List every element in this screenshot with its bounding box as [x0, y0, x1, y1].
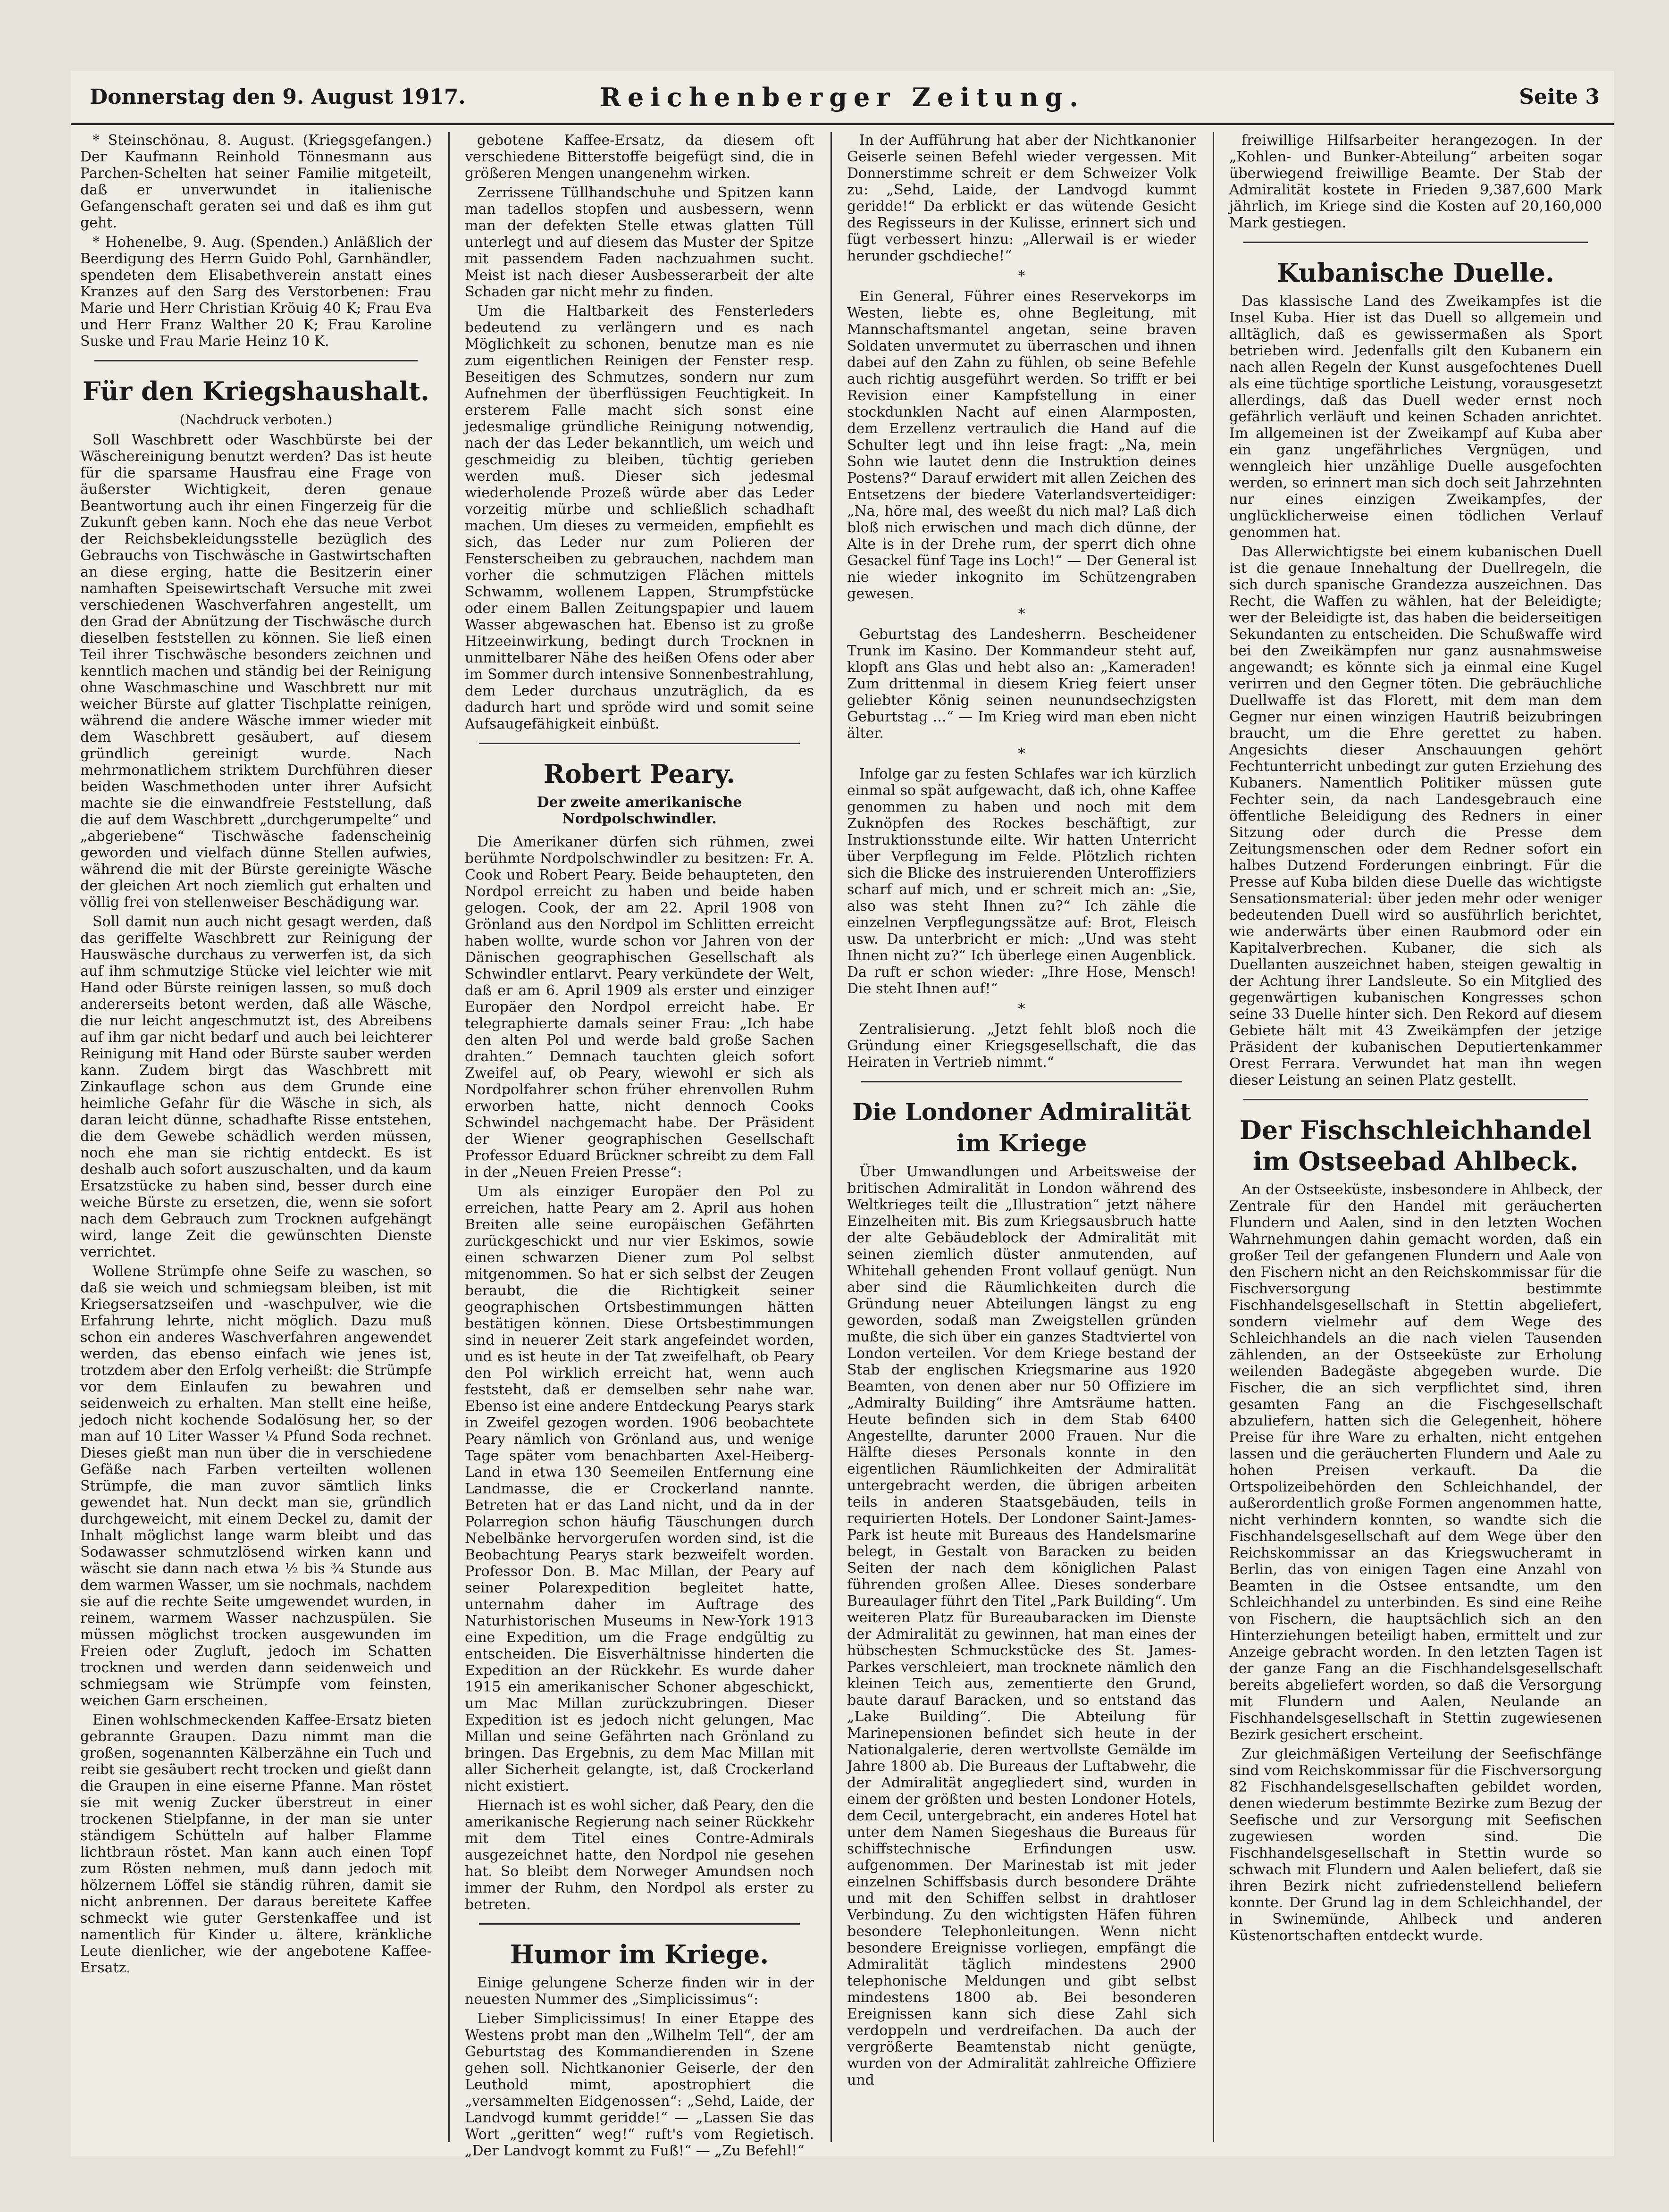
- paragraph: Infolge gar zu festen Schlafes war ich kürzlich einmal so spät aufgewacht, daß ich, ohne Kaffee genommen zu haben und noch mit dem Zuknöpfen des Rockes beschäftigt, zur Instruktionsstunde eilte. Wir hatten Unterricht über Verpflegung im Felde. Plötzlich richten sich die Blicke des instruierenden Unteroffiziers scharf auf mich, und er schreit mich an: „Sie, also was steht Ihnen zu?“ Ich zähle die einzelnen Verpflegungssätze auf: Brot, Fleisch usw. Da unterbricht er mich: „Und was steht Ihnen nicht zu?“ Ich überlege einen Augenblick. Da ruft er schon wieder: „Ihre Hose, Mensch! Die steht Ihnen auf!“: [847, 766, 1196, 997]
- page-number: Seite 3: [1519, 85, 1600, 109]
- column-3: [847, 132, 1196, 2142]
- paragraph: Soll damit nun auch nicht gesagt werden, daß das geriffelte Waschbrett zur Reinigung der Hauswäsche durchaus zu verwerfen ist, da sich auf ihm schmutzige Stücke viel leichter wie mit Hand oder Bürste reinigen lassen, so muß doch andererseits betont werden, daß alle Wäsche, die nur leicht angeschmutzt ist, des Abreibens auf ihm gar nicht bedarf und auch bei leichterer Reinigung mit Hand oder Bürste sauber werden kann. Zudem birgt das Waschbrett mit Zinkauflage schon aus dem Grunde eine heimliche Gefahr für die Wäsche in sich, als daran leicht dünne, schadhafte Risse entstehen, die dem Gewebe schädlich werden müssen, noch ehe man sie richtig entdeckt. Es ist deshalb auch sofort auszuschalten, und da kaum Ersatzstücke zu haben sind, besser durch eine weiche Bürste zu ersetzen, die, wenn sie sofort nach dem Gebrauch zum Trocknen aufgehängt wird, lange Zeit die gewünschten Dienste verrichtet.: [80, 913, 432, 1260]
- paragraph: In der Aufführung hat aber der Nichtkanonier Geiserle seinen Befehl wieder vergessen. Mit Donnerstimme schreit er dem Schweizer Volk zu: „Sehd, Laide, der Landvogd kummt geridde!“ Da erblickt er das wütende Gesicht des Regisseurs in der Kulisse, erinnert sich und fügt verbessert hinzu: „Allerwail is er wieder herunder gschdieche!“: [847, 132, 1196, 264]
- paragraph: Das Allerwichtigste bei einem kubanischen Duell ist die genaue Innehaltung der Duellregeln, die sich durch spanische Grandezza auszeichnen. Das Recht, die Waffen zu wählen, hat der Beleidigte; wer der Beleidigte ist, das haben die beiderseitigen Sekundanten zu entscheiden. Die Schußwaffe wird bei den Zweikämpfen nur ganz ausnahmsweise angewandt; es könnte sich ja einmal eine Kugel verirren und den Gegner töten. Die gebräuchliche Duellwaffe ist das Florett, mit dem man dem Gegner nur einen winzigen Hautriß beizubringen braucht, um die Ehre gerettet zu haben. Angesichts dieser Anschauungen gehört Fechtunterricht unbedingt zur guten Erziehung des Kubaners. Namentlich Politiker müssen gute Fechter sein, da nach Landesgebrauch eine öffentliche Beleidigung des Redners in einer Sitzung oder durch die Presse dem Zeitungsmenschen oder dem Redner sofort ein halbes Dutzend Forderungen einbringt. Für die Presse auf Kuba bilden diese Duelle das wichtigste Sensationsmaterial: über jeden mehr oder weniger bedeutenden Duell wird so ausführlich berichtet, wie anderwärts über einen Raubmord oder ein Kapitalverbrechen. Kubaner, die sich als Duellanten auszeichnet haben, steigen gewaltig in der Achtung ihrer Landsleute. So ein Mitglied des gegenwärtigen kubanischen Kongresses schon seine 33 Duelle hinter sich. Den Rekord auf diesem Gebiete hält mit 43 Zweikämpfen der jetzige Präsident der kubanischen Deputiertenkammer Orest Ferrara. Verwundet hat man ihn wegen dieser Leistung an seinen Platz gestellt.: [1229, 544, 1602, 1089]
- local-notice: * Hohenelbe, 9. Aug. (Spenden.) Anläßlich der Beerdigung des Herrn Guido Pohl, Garnhändler, spendeten dem Elisabethverein anstatt eines Kranzes auf den Sarg des Verstorbenen: Frau Marie und Herr Christian Kröuig 40 K; Frau Eva und Herr Franz Walther 20 K; Frau Karoline Suske und Frau Marie Heinz 10 K.: [80, 234, 432, 350]
- paragraph: Geburtstag des Landesherrn. Bescheidener Trunk im Kasino. Der Kommandeur steht auf, klopft ans Glas und hebt also an: „Kameraden! Zum drittenmal in diesem Krieg feiert unser geliebter König seinen neunundsechzigsten Geburtstag ...“ — Im Krieg wird man eben nicht älter.: [847, 626, 1196, 742]
- paragraph: Zentralisierung. „Jetzt fehlt bloß noch die Gründung einer Kriegsgesellschaft, die das Heiraten in Vertrieb nimmt.“: [847, 1021, 1196, 1071]
- article-heading: Für den Kriegshaushalt.: [83, 376, 429, 406]
- divider: [1243, 242, 1588, 243]
- column-2: [465, 132, 814, 2159]
- paragraph: Über Umwandlungen und Arbeitsweise der britischen Admiralität in London während des Weltkrieges teilt die „Illustration“ jetzt nähere Einzelheiten mit. Bis zum Kriegsausbruch hatte der alte Gebäudeblock der Admiralität mit seinen ziemlich düster anmutenden, auf Whitehall gehenden Front vollauf genügt. Nun aber sind die Räumlichkeiten durch die Gründung neuer Abteilungen längst zu eng geworden, sodaß man Zweigstellen gründen mußte, die sich über ein ganzes Stadtviertel von London verteilen. Vor dem Kriege bestand der Stab der englischen Kriegsmarine aus 1920 Beamten, von denen aber nur 50 Offiziere im „Admiralty Building“ ihre Amtsräume hatten. Heute befinden sich in dem Stab 6400 Angestellte, darunter 2000 Frauen. Nur die Hälfte dieses Personals konnte in den eigentlichen Räumlichkeiten der Admiralität untergebracht werden, die übrigen arbeiten teils in anderen Staatsgebäuden, teils in requirierten Hotels. Der Londoner Saint-James-Park ist heute mit Bureaus des Handelsmarine belegt, in Gestalt von Baracken zu beiden Seiten der nach dem königlichen Palast führenden großen Allee. Dieses sonderbare Bureaulager führt den Titel „Park Building“. Um weiteren Platz für Bureaubaracken im Dienste der Admiralität zu gewinnen, hat man eines der hübschesten Schmuckstücke des St. James-Parkes verschleiert, man trocknete nämlich den kleinen Teich aus, zementierte den Grund, baute darauf Baracken, und so entstand das „Lake Building“. Die Abteilung für Marinepensionen befindet sich heute in der Nationalgalerie, deren wertvollste Gemälde im Jahre 1800 ab. Die Bureaus der Luftabwehr, die der Admiralität angegliedert sind, wurden in einem der größten und besten Londoner Hotels, dem Cecil, untergebracht, ein anderes Hotel hat unter dem Namen Siegeshaus die Bureaus für schiffstechnische Erfindungen usw. aufgenommen. Der Marinestab ist mit jeder einzelnen Schiffsbasis durch besondere Drähte und mit den Schiffen selbst in drahtloser Verbindung. Zu den wichtigsten Häfen führen besondere Telephonleitungen. Wenn nicht besondere Ereignisse vorliegen, empfängt die Admiralität täglich mindestens 2900 telephonische Meldungen und gibt selbst mindestens 1800 ab. Bei besonderen Ereignissen kann sich diese Zahl sich verdoppeln und verdreifachen. Da auch der vergrößerte Beamtenstab nicht genügte, wurden von der Admiralität zahlreiche Offiziere und: [847, 1164, 1196, 2088]
- column-rule: [448, 132, 450, 2142]
- paragraph: Einige gelungene Scherze finden wir in der neuesten Nummer des „Simplicissimus“:: [465, 1975, 814, 2008]
- article-heading: Robert Peary.: [543, 759, 736, 789]
- separator-asterisk: *: [1018, 606, 1025, 622]
- column-4: [1229, 132, 1602, 2142]
- paragraph: Um die Haltbarkeit des Fensterleders bedeutend zu verlängern und es nach Möglichkeit zu schonen, benutze man es nie zum eigentlichen Reinigen der Fenster resp. Beseitigen des Schmutzes, sondern nur zum Aufnehmen der überflüssigen Feuchtigkeit. In ersterem Falle macht sich sonst eine jedesmalige gründliche Reinigung notwendig, nach der das Leder bekanntlich, um weich und geschmeidig zu bleiben, tüchtig gerieben werden muß. Dieser sich jedesmal wiederholende Prozeß würde aber das Leder vorzeitig mürbe und schließlich schadhaft machen. Um dieses zu vermeiden, empfiehlt es sich, das Leder nur zum Polieren der Fensterscheiben zu gebrauchen, nachdem man vorher die schmutzigen Flächen mittels Schwamm, wollenem Lappen, Strumpfstücke oder einem Ballen Zeitungspapier und lauem Wasser abgewaschen hat. Ebenso ist zu große Hitzeeinwirkung, bedingt durch Trocknen in unmittelbarer Nähe des heißen Ofens oder aber im Sommer durch intensive Sonnenbestrahlung, dem Leder durchaus unzuträglich, da es dadurch hart und spröde wird und somit seine Aufsaugefähigkeit einbüßt.: [465, 303, 814, 732]
- divider: [861, 1081, 1182, 1082]
- article-subheading: Der zweite amerikanische Nordpolschwindler.: [537, 794, 742, 827]
- article-heading: Die Londoner Admiralität im Kriege: [852, 1098, 1191, 1157]
- masthead: [71, 71, 1614, 125]
- divider: [1243, 1099, 1588, 1100]
- paragraph: Hiernach ist es wohl sicher, daß Peary, den die amerikanische Regierung nach seiner Rückkehr mit dem Titel eines Contre-Admirals ausgezeichnet hatte, den Nordpol nie gesehen hat. So bleibt dem Norweger Amundsen noch immer der Ruhm, den Nordpol als erster zu betreten.: [465, 1797, 814, 1913]
- paragraph: Zur gleichmäßigen Verteilung der Seefischfänge sind vom Reichskommissar für die Fischversorgung 82 Fischhandelsgesellschaften gebildet worden, denen wiederum bestimmte Bezirke zum Bezug der Seefische und zur Versorgung mit Seefischen zugewiesen worden sind. Die Fischhandelsgesellschaft in Stettin wurde so schwach mit Flundern und Aalen beliefert, daß sie ihren Bezirk nicht zufriedenstellend beliefern konnte. Der Grund lag in dem Schleichhandel, der in Swinemünde, Ahlbeck und anderen Küstenortschaften entdeckt wurde.: [1229, 1746, 1602, 1944]
- paragraph: gebotene Kaffee-Ersatz, da diesem oft verschiedene Bitterstoffe beigefügt sind, die in größeren Mengen unangenehm wirken.: [465, 132, 814, 182]
- separator-asterisk: *: [1018, 268, 1025, 285]
- paragraph: Wollene Strümpfe ohne Seife zu waschen, so daß sie weich und schmiegsam bleiben, ist mit Kriegsersatzseifen und -waschpulver, wie die Erfahrung lehrte, nicht möglich. Dazu muß schon ein anderes Waschverfahren angewendet werden, das ebenso einfach wie jenes ist, trotzdem aber den Erfolg verheißt: die Strümpfe vor dem Einlaufen zu bewahren und seidenweich zu erhalten. Man stellt eine heiße, jedoch nicht kochende Sodalösung her, so der man auf 10 Liter Wasser ¼ Pfund Soda rechnet. Dieses gießt man nun über die in verschiedene Gefäße nach Farben verteilten wollenen Strümpfe, die man zuvor sämtlich links gewendet hat. Nun deckt man sie, gründlich durchgeweicht, mit einem Deckel zu, damit der Inhalt möglichst lange warm bleibt und das Sodawasser schmutzlösend wirken kann und wäscht sie dann nach etwa ½ bis ¾ Stunde aus dem warmen Wasser, um sie nochmals, nachdem sie auf die rechte Seite umgewendet wurden, in reinem, warmem Wasser nachzuspülen. Sie müssen möglichst trocken ausgewunden im Freien oder Zugluft, jedoch im Schatten trocknen und werden dann seidenweich und schmiegsam wie Strümpfe vom feinsten, weichen Garn erscheinen.: [80, 1263, 432, 1709]
- paragraph: Um als einziger Europäer den Pol zu erreichen, hatte Peary am 2. April aus hohen Breiten alle seine europäischen Gefährten zurückgeschickt und nur vier Eskimos, sowie einen schwarzen Diener zum Pol selbst mitgenommen. So hat er sich selbst der Zeugen beraubt, die die Richtigkeit seiner geographischen Ortsbestimmungen hätten bestätigen können. Diese Ortsbestimmungen sind in neuerer Zeit stark angefeindet worden, und es ist heute in der Tat zweifelhaft, ob Peary den Pol wirklich erreicht hat, wenn auch feststeht, daß er demselben sehr nahe war. Ebenso ist eine andere Entdeckung Pearys stark in Zweifel gezogen worden. 1906 beobachtete Peary nämlich von Grönland aus, und wenige Tage später vom benachbarten Axel-Heiberg-Land in etwa 130 Seemeilen Entfernung eine Landmasse, die er Crockerland nannte. Betreten hat er das Land nicht, und da in der Polarregion schon häufig Täuschungen durch Nebelbänke hervorgerufen worden sind, ist die Beobachtung Pearys stark bezweifelt worden. Professor Don. B. Mac Millan, der Peary auf seiner Polarexpedition begleitet hatte, unternahm daher im Auftrage des Naturhistorischen Museums in New-York 1913 eine Expedition, um die Frage endgültig zu entscheiden. Die Eisverhältnisse hinderten die Expedition an der Rückkehr. Es wurde daher 1915 ein amerikanischer Schoner abgeschickt, um Mac Millan zurückzubringen. Dieser Expedition ist es jedoch nicht gelungen, Mac Millan und seine Gefährten nach Grönland zu bringen. Das Ergebnis, zu dem Mac Millan mit aller Sicherheit gelangte, ist, daß Crockerland nicht existiert.: [465, 1183, 814, 1794]
- paragraph: Zerrissene Tüllhandschuhe und Spitzen kann man tadellos stopfen und ausbessern, wenn man der defekten Stelle etwas glatten Tüll unterlegt und auf diesem das Muster der Spitze mit passendem Faden nachzuahmen sucht. Meist ist nach dieser Ausbesserarbeit der alte Schaden gar nicht mehr zu finden.: [465, 184, 814, 300]
- reprint-note: (Nachdruck verboten.): [180, 412, 332, 427]
- divider: [479, 1923, 800, 1925]
- separator-asterisk: *: [1018, 746, 1025, 762]
- paragraph: Das klassische Land des Zweikampfes ist die Insel Kuba. Hier ist das Duell so allgemein und alltäglich, daß es gewissermaßen als Sport betrieben wird. Jedenfalls gilt den Kubanern ein nach allen Regeln der Kunst ausgefochtenes Duell als eine tüchtige sportliche Leistung, vorausgesetzt allerdings, daß das Duell weder ernst noch gefährlich verläuft und keinen Schaden anrichtet. Im allgemeinen ist der Zweikampf auf Kuba aber ein ganz ungefährliches Vergnügen, und wenngleich hier unzählige Duelle ausgefochten werden, so erinnert man sich doch seit Jahrzehnten nur eines einzigen Zweikampfes, der unglücklicherweise einen tödlichen Verlauf genommen hat.: [1229, 293, 1602, 541]
- paragraph: freiwillige Hilfsarbeiter herangezogen. In der „Kohlen- und Bunker-Abteilung“ arbeiten sogar überwiegend freiwillige Beamte. Der Stab der Admiralität kostete in Frieden 9,387,600 Mark jährlich, im Kriege sind die Kosten auf 20,160,000 Mark gestiegen.: [1229, 132, 1602, 231]
- column-1: [80, 132, 432, 2142]
- newspaper-page: [71, 71, 1614, 2159]
- paragraph: Ein General, Führer eines Reservekorps im Westen, liebte es, ohne Begleitung, mit Mannschaftsmantel angetan, seine braven Soldaten unvermutet zu überraschen und ihnen dabei auf den Zahn zu fühlen, ob seine Befehle auch richtig ausgeführt werden. So trifft er bei Revision einer Kampfstellung in einer stockdunklen Nacht auf einen Alarmposten, dem Erzellenz vertraulich die Hand auf die Schulter legt und ihn leise fragt: „Na, mein Sohn wie lautet denn die Instruktion deines Postens?“ Darauf erwidert mit allen Zeichen des Entsetzens der biedere Vaterlandsverteidiger: „Na, höre mal, des weeßt du nich mal? Laß dich bloß nich erwischen und mach dich dünne, der Alte is in der Drehe rum, der sperrt dich ohne Gesackel fünf Tage ins Loch!“ — Der General ist nie wieder inkognito im Schützengraben gewesen.: [847, 288, 1196, 602]
- paragraph: Lieber Simplicissimus! In einer Etappe des Westens probt man den „Wilhelm Tell“, der am Geburtstag des Kommandierenden in Szene gehen soll. Nichtkanonier Geiserle, der den Leuthold mimt, apostrophiert die „versammelten Eidgenossen“: „Sehd, Laide, der Landvogd kummt geridde!“ — „Lassen Sie das Wort „geritten“ weg!“ ruft's vom Regietisch. „Der Landvogt kommt zu Fuß!“ — „Zu Befehl!“: [465, 2011, 814, 2159]
- local-notice: * Steinschönau, 8. August. (Kriegsgefangen.) Der Kaufmann Reinhold Tönnesmann aus Parchen-Schelten hat seiner Familie mitgeteilt, daß er unverwundet in italienische Gefangenschaft geraten sei und daß es ihm gut geht.: [80, 132, 432, 231]
- article-heading: Der Fischschleichhandel im Ostseebad Ahlbeck.: [1239, 1115, 1592, 1176]
- article-heading: Kubanische Duelle.: [1277, 258, 1554, 288]
- column-rule: [830, 132, 832, 2142]
- paragraph: Soll Waschbrett oder Waschbürste bei der Wäschereinigung benutzt werden? Das ist heute für die sparsame Hausfrau eine Frage von äußerster Wichtigkeit, deren genaue Beantwortung auch ihr einen Fingerzeig für die Zukunft geben kann. Noch ehe das neue Verbot der Reichsbekleidungsstelle bezüglich des Gebrauchs von Tischwäsche in Gastwirtschaften an diese erging, hatte die Besitzerin einer namhaften Speisewirtschaft Versuche mit zwei verschiedenen Waschverfahren angestellt, um den Grad der Abnützung der Tischwäsche durch dieselben feststellen zu können. Sie ließ einen Teil ihrer Tischwäsche besonders zeichnen und kenntlich machen und ständig bei der Reinigung ohne Waschmaschine und Waschbrett nur mit weicher Bürste auf glatter Tischplatte reinigen, während die andere Wäsche immer wieder mit dem Waschbrett gesäubert, auf diesem gründlich gereinigt wurde. Nach mehrmonatlichem striktem Durchführen dieser beiden Waschmethoden unter ihrer Aufsicht machte sie die einwandfreie Feststellung, daß die auf dem Waschbrett „durchgerumpelte“ und „abgeriebene“ Tischwäsche fadenscheinig geworden und vielfach dünne Stellen aufwies, während die mit der Bürste gereinigte Wäsche der gleichen Art noch ziemlich gut erhalten und völlig frei von stellenweiser Beschädigung war.: [80, 432, 432, 911]
- newspaper-title: Reichenberger Zeitung.: [600, 82, 1085, 112]
- issue-date: Donnerstag den 9. August 1917.: [90, 85, 466, 109]
- paragraph: Einen wohlschmeckenden Kaffee-Ersatz bieten gebrannte Graupen. Dazu nimmt man die großen, sogenannten Kälberzähne ein Tuch und reibt sie gesäubert recht trocken und gießt dann die Graupen in eine eiserne Pfanne. Man röstet sie mit wenig Zucker überstreut in einer trockenen Stielpfanne, in der man sie unter ständigem Schütteln auf halber Flamme lichtbraun röstet. Man kann auch einen Topf zum Rösten nehmen, muß dann jedoch mit hölzernem Löffel sie ständig rühren, damit sie nicht anbrennen. Der daraus bereitete Kaffee schmeckt wie guter Gerstenkaffee und ist namentlich für Kinder u. ältere, kränkliche Leute dienlicher, wie der angebotene Kaffee-Ersatz.: [80, 1712, 432, 1976]
- divider: [94, 360, 418, 361]
- paragraph: Die Amerikaner dürfen sich rühmen, zwei berühmte Nordpolschwindler zu besitzen: Fr. A. Cook und Robert Peary. Beide behaupteten, den Nordpol erreicht zu haben und beide haben gelogen. Cook, der am 22. April 1908 von Grönland aus den Nordpol im Schlitten erreicht haben wollte, wurde schon vor Jahren von der Dänischen geographischen Gesellschaft als Schwindler entlarvt. Peary verkündete der Welt, daß er am 6. April 1909 als erster und einziger Europäer den Nordpol erreicht habe. Er telegraphierte damals seiner Frau: „Ich habe den alten Pol und werde bald große Sachen drahten.“ Demnach tauchten gleich sofort Zweifel auf, ob Peary, wiewohl er sich als Nordpolfahrer schon früher ehrenvollen Ruhm erworben hatte, nicht dennoch Cooks Schwindel nachgemacht habe. Der Präsident der Wiener geographischen Gesellschaft Professor Eduard Brückner schreibt zu dem Fall in der „Neuen Freien Presse“:: [465, 834, 814, 1181]
- divider: [479, 743, 800, 744]
- paragraph: An der Ostseeküste, insbesondere in Ahlbeck, der Zentrale für den Handel mit geräucherten Flundern und Aalen, sind in den letzten Wochen Wahrnehmungen dahin gemacht worden, daß ein großer Teil der gefangenen Flundern und Aale von den Fischern nicht an den Reichskommissar für die Fischversorgung bestimmte Fischhandelsgesellschaft in Stettin abgeliefert, sondern vielmehr auf dem Wege des Schleichhandels an die nach vielen Tausenden zählenden, an der Ostseeküste zur Erholung weilenden Badegäste abgegeben wurde. Die Fischer, die an sich verpflichtet sind, ihren gesamten Fang an die Fischgesellschaft abzuliefern, hatten sich die Gelegenheit, höhere Preise für ihre Ware zu erhalten, nicht entgehen lassen und die geräucherten Flundern und Aale zu hohen Preisen verkauft. Da die Ortspolizeibehörden den Schleichhandel, der außerordentlich große Formen angenommen hatte, nicht verhindern konnten, so wandte sich die Fischhandelsgesellschaft auf dem Wege über den Reichskommissar an das Kriegswucheramt in Berlin, das von einigen Tagen eine Anzahl von Beamten in die Ostsee entsandte, um den Schleichhandel zu unterbinden. Es sind eine Reihe von Fischern, die hauptsächlich sich an den Hinterziehungen beteiligt haben, ermittelt und zur Anzeige gebracht worden. In den letzten Tagen ist der ganze Fang an die Fischhandelsgesellschaft bereits abgeliefert worden, so daß die Versorgung mit Flundern und Aalen, Neulande an Fischhandelsgesellschaft in Stettin zugewiesenen Bezirk gesichert erscheint.: [1229, 1181, 1602, 1743]
- column-rule: [1213, 132, 1214, 2142]
- separator-asterisk: *: [1018, 1001, 1025, 1017]
- article-heading: Humor im Kriege.: [510, 1939, 769, 1969]
